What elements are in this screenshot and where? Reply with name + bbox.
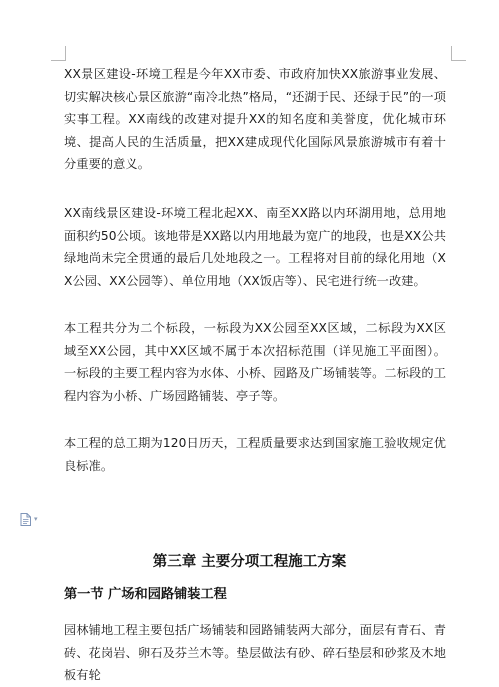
body-paragraph: 本工程的总工期为120日历天，工程质量要求达到国家施工验收规定优良标准。 [64, 436, 446, 473]
body-paragraph: 本工程共分为二个标段，一标段为XX公园至XX区域，二标段为XX区域至XX公园，其中XX区域不属于本次招标范围（详见施工平面图）。一标段的主要工程内容为水体、小桥、园路及广场铺装等。二标段的工程内容为小桥、广场园路铺装、亭子等。 [64, 321, 446, 403]
chevron-down-icon[interactable]: ▾ [34, 515, 38, 523]
body-paragraph: 园林铺地工程主要包括广场铺装和园路铺装两大部分，面层有青石、青砖、花岗岩、卵石及芬兰木等。垫层做法有砂、碎石垫层和砂浆及木地板有轮 [64, 623, 446, 683]
chapter-title: 第三章 主要分项工程施工方案 [152, 554, 347, 570]
crop-mark-top-left [51, 46, 66, 61]
body-paragraph: XX南线景区建设-环境工程北起XX、南至XX路以内环湖用地，总用地面积约50公顷。该地带是XX路以内用地最为宽广的地段，也是XX公共绿地尚未完全贯通的最后几处地段之一。工程将对目前的绿化用地（XX公园、XX公园等）、单位用地（XX饭店等）、民宅进行统一改建。 [64, 206, 446, 288]
document-icon[interactable] [20, 513, 31, 526]
body-paragraph: XX景区建设-环境工程是今年XX市委、市政府加快XX旅游事业发展、切实解决核心景区旅游“南冷北热”格局，“还湖于民、还绿于民”的一项实事工程。XX南线的改建对提升XX的知名度和美誉度，优化城市环境、提高人民的生活质量，把XX建成现代化国际风景旅游城市有着十分重要的意义。 [64, 67, 446, 172]
crop-mark-top-right [451, 46, 466, 61]
section-title: 第一节 广场和园路铺装工程 [64, 587, 227, 602]
